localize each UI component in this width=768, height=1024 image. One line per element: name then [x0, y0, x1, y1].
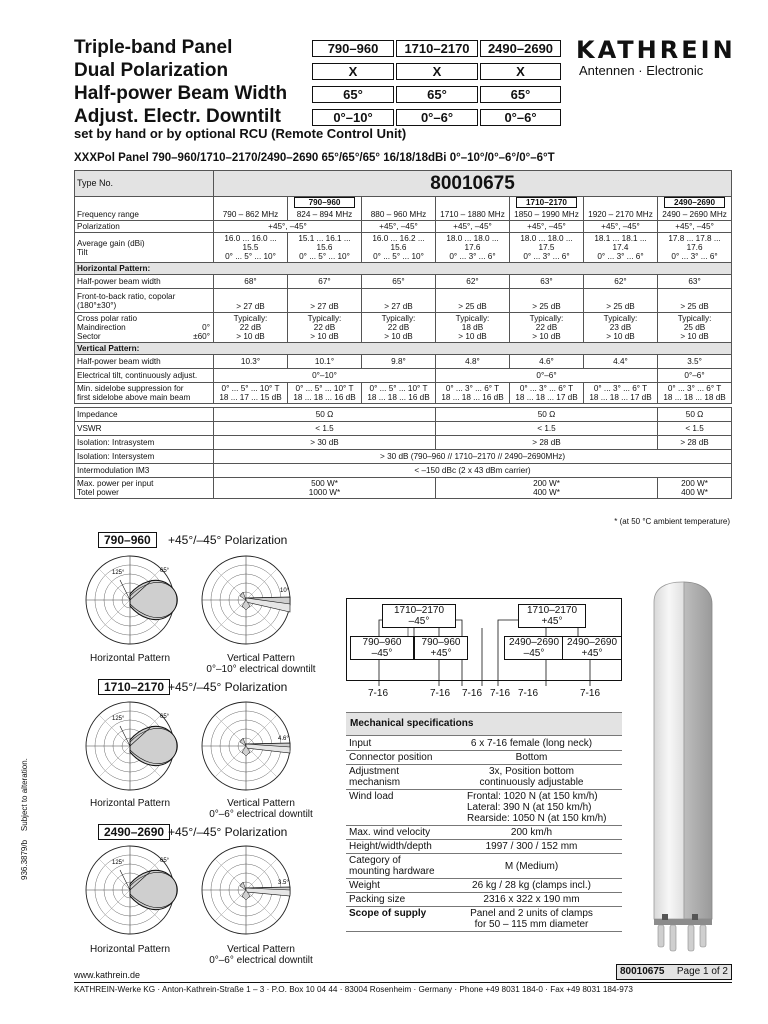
- xpol-4: Typically: 18 dB > 10 dB: [436, 313, 510, 343]
- imp-label: Impedance: [75, 408, 214, 422]
- title-line-3: Half-power Beam Width: [74, 83, 288, 104]
- band-box-1: 790–960: [312, 40, 394, 57]
- pol-4: +45°, –45°: [510, 221, 584, 233]
- freq-1: 790 – 862 MHz: [214, 197, 288, 221]
- block-2490-minus: 2490–2690 –45°: [504, 636, 564, 660]
- pattern-band-2: 1710–2170: [98, 679, 170, 695]
- sls-6: 0° ... 3° ... 6° T 18 ... 18 ... 17 dB: [584, 383, 658, 404]
- vswr-2: < 1.5: [436, 422, 658, 436]
- vswr-label: VSWR: [75, 422, 214, 436]
- mech-value-7: 26 kg / 28 kg (clamps incl.): [441, 879, 622, 893]
- dualpol-3: X: [480, 63, 561, 80]
- product-line: XXXPol Panel 790–960/1710–2170/2490–2690 65°/65°/65° 16/18/18dBi 0°–10°/0°–6°/0°–6°T: [74, 152, 555, 164]
- power-label: Max. power per input Totel power: [75, 478, 214, 499]
- pattern-h-label-1: Horizontal Pattern: [89, 653, 171, 664]
- im3: < –150 dBc (2 x 43 dBm carrier): [214, 464, 732, 478]
- sls-4: 0° ... 3° ... 6° T 18 ... 18 ... 16 dB: [436, 383, 510, 404]
- pol-2: +45°, –45°: [362, 221, 436, 233]
- footer-page-number: Page 1 of 2: [676, 966, 728, 977]
- gain-4: 18.0 ... 18.0 ... 17.6 0° ... 3° ... 6°: [436, 233, 510, 263]
- xpol-6: Typically: 23 dB > 10 dB: [584, 313, 658, 343]
- gain-3: 16.0 ... 16.2 ... 15.6 0° ... 5° ... 10°: [362, 233, 436, 263]
- xpol-7: Typically: 25 dB > 10 dB: [658, 313, 732, 343]
- electrical-spec-table: [74, 170, 732, 499]
- type-number: 80010675: [214, 171, 732, 197]
- pol-3: +45°, –45°: [436, 221, 510, 233]
- v2-mark: 4.6°: [278, 736, 289, 742]
- mech-value-0: 6 x 7-16 female (long neck): [441, 737, 622, 751]
- pattern-band-3: 2490–2690: [98, 824, 170, 840]
- gain-6: 18.1 ... 18.1 ... 17.4 0° ... 3° ... 6°: [584, 233, 658, 263]
- iso-intra-3: > 28 dB: [658, 436, 732, 450]
- pattern-pol-2: +45°/–45° Polarization: [168, 680, 288, 694]
- h-hpbw-7: 63°: [658, 275, 732, 289]
- vertical-pattern-chart-3: [198, 840, 294, 940]
- connector-6: 7-16: [580, 688, 601, 699]
- v-hpbw-2: 10.1°: [288, 355, 362, 369]
- vertical-pattern-chart-1: [198, 550, 294, 650]
- horizontal-pattern-chart-2: [82, 696, 178, 796]
- sls-1: 0° ... 5° ... 10° T 18 ... 17 ... 15 dB: [214, 383, 288, 404]
- ftb-3: > 27 dB: [362, 289, 436, 313]
- freq-label: Frequency range: [75, 197, 214, 221]
- band-tag-2: 1710–2170: [516, 197, 577, 208]
- power-1: 500 W* 1000 W*: [214, 478, 436, 499]
- mech-value-2: 3x, Position bottom continuously adjustable: [441, 765, 622, 790]
- mech-label-3: Wind load: [346, 790, 441, 826]
- type-label: Type No.: [75, 171, 214, 197]
- block-2490-plus: 2490–2690 +45°: [562, 636, 622, 660]
- freq-2-cell: [288, 197, 362, 221]
- gain-5: 18.0 ... 18.0 ... 17.5 0° ... 3° ... 6°: [510, 233, 584, 263]
- h-hpbw-4: 62°: [436, 275, 510, 289]
- pattern-v-label-1: Vertical Pattern 0°–10° electrical downtilt: [206, 653, 316, 675]
- freq-3: 880 – 960 MHz: [362, 197, 436, 221]
- v-hpbw-7: 3.5°: [658, 355, 732, 369]
- vswr-3: < 1.5: [658, 422, 732, 436]
- connector-5: 7-16: [518, 688, 539, 699]
- h2-mark-1: 125°: [112, 716, 125, 722]
- mech-value-4: 200 km/h: [441, 826, 622, 840]
- h2-mark-2: 65°: [160, 714, 170, 720]
- ftb-4: > 25 dB: [436, 289, 510, 313]
- freq-2: 824 – 894 MHz: [296, 210, 353, 219]
- gain-7: 17.8 ... 17.8 ... 17.6 0° ... 3° ... 6°: [658, 233, 732, 263]
- connector-1: 7-16: [368, 688, 389, 699]
- etilt-2: 0°–6°: [436, 369, 658, 383]
- title-line-1: Triple-band Panel: [74, 37, 233, 58]
- vertical-pattern-heading: Vertical Pattern:: [75, 343, 732, 355]
- ftb-6: > 25 dB: [584, 289, 658, 313]
- ftb-label: Front-to-back ratio, copolar (180°±30°): [75, 289, 214, 313]
- v-hpbw-1: 10.3°: [214, 355, 288, 369]
- connector-4: 7-16: [490, 688, 511, 699]
- h-hpbw-label: Half-power beam width: [75, 275, 214, 289]
- iso-intra-label: Isolation: Intrasystem: [75, 436, 214, 450]
- pattern-v-label-2: Vertical Pattern 0°–6° electrical downtilt: [209, 798, 313, 820]
- freq-6: 1920 – 2170 MHz: [584, 197, 658, 221]
- mech-value-9: Panel and 2 units of clamps for 50 – 115 mm diameter: [441, 907, 622, 932]
- mech-value-6: M (Medium): [441, 854, 622, 879]
- band-box-3: 2490–2690: [480, 40, 561, 57]
- power-3: 200 W* 400 W*: [658, 478, 732, 499]
- mechanical-spec-table: [346, 737, 622, 932]
- ftb-5: > 25 dB: [510, 289, 584, 313]
- freq-5: 1850 – 1990 MHz: [514, 210, 579, 219]
- dualpol-1: X: [312, 63, 394, 80]
- ftb-2: > 27 dB: [288, 289, 362, 313]
- xpol-5: Typically: 22 dB > 10 dB: [510, 313, 584, 343]
- mech-value-3: Frontal: 1020 N (at 150 km/h) Lateral: 390 N (at 150 km/h) Rearside: 1050 N (at 150 km/h): [441, 790, 622, 826]
- pattern-v-label-3: Vertical Pattern 0°–6° electrical downtilt: [209, 944, 313, 966]
- mech-label-9: Scope of supply: [346, 907, 441, 932]
- antenna-product-image: [640, 574, 730, 954]
- pol-5: +45°, –45°: [584, 221, 658, 233]
- freq-7: 2490 – 2690 MHz: [662, 210, 727, 219]
- ftb-7: > 25 dB: [658, 289, 732, 313]
- mech-label-4: Max. wind velocity: [346, 826, 441, 840]
- v3-mark: 3.5°: [278, 880, 289, 886]
- v-hpbw-5: 4.6°: [510, 355, 584, 369]
- title-line-2: Dual Polarization: [74, 60, 229, 81]
- block-790-plus: 790–960 +45°: [414, 636, 468, 660]
- downtilt-2: 0°–6°: [396, 109, 478, 126]
- etilt-3: 0°–6°: [658, 369, 732, 383]
- h-hpbw-1: 68°: [214, 275, 288, 289]
- iso-inter: > 30 dB (790–960 // 1710–2170 // 2490–2690MHz): [214, 450, 732, 464]
- mech-label-2: Adjustment mechanism: [346, 765, 441, 790]
- xpol-label: Cross polar ratio Maindirection Sector: [77, 314, 138, 341]
- pattern-band-1: 790–960: [98, 532, 157, 548]
- h-hpbw-3: 65°: [362, 275, 436, 289]
- h-hpbw-6: 62°: [584, 275, 658, 289]
- pattern-h-label-2: Horizontal Pattern: [89, 798, 171, 809]
- kathrein-logo: KATHREIN: [576, 36, 736, 64]
- downtilt-3: 0°–6°: [480, 109, 561, 126]
- mech-label-8: Packing size: [346, 893, 441, 907]
- footnote: * (at 50 °C ambient temperature): [614, 517, 730, 526]
- h3-mark-2: 65°: [160, 858, 170, 864]
- power-2: 200 W* 400 W*: [436, 478, 658, 499]
- imp-1: 50 Ω: [214, 408, 436, 422]
- hpbw-3: 65°: [480, 86, 561, 103]
- mech-label-5: Height/width/depth: [346, 840, 441, 854]
- mech-title-bar: [346, 712, 622, 736]
- band-box-2: 1710–2170: [396, 40, 478, 57]
- v-hpbw-3: 9.8°: [362, 355, 436, 369]
- imp-3: 50 Ω: [658, 408, 732, 422]
- pol-6: +45°, –45°: [658, 221, 732, 233]
- freq-5-cell: [510, 197, 584, 221]
- imp-2: 50 Ω: [436, 408, 658, 422]
- dualpol-2: X: [396, 63, 478, 80]
- band-tag-3: 2490–2690: [664, 197, 725, 208]
- pattern-h-label-3: Horizontal Pattern: [89, 944, 171, 955]
- iso-intra-2: > 28 dB: [436, 436, 658, 450]
- xpol-2: Typically: 22 dB > 10 dB: [288, 313, 362, 343]
- xpol-3: Typically: 22 dB > 10 dB: [362, 313, 436, 343]
- horizontal-pattern-chart-3: [82, 840, 178, 940]
- sls-2: 0° ... 5° ... 10° T 18 ... 18 ... 16 dB: [288, 383, 362, 404]
- vertical-pattern-chart-2: [198, 696, 294, 796]
- logo-tagline: Antennen · Electronic: [579, 63, 704, 78]
- ftb-1: > 27 dB: [214, 289, 288, 313]
- footer-page-box: [616, 964, 732, 980]
- gain-label: Average gain (dBi) Tilt: [75, 233, 214, 263]
- footer-type-no: 80010675: [620, 966, 665, 977]
- mech-value-8: 2316 x 322 x 190 mm: [441, 893, 622, 907]
- mech-label-6: Category of mounting hardware: [346, 854, 441, 879]
- freq-4: 1710 – 1880 MHz: [436, 197, 510, 221]
- iso-inter-label: Isolation: Intersystem: [75, 450, 214, 464]
- v-hpbw-4: 4.8°: [436, 355, 510, 369]
- v-hpbw-6: 4.4°: [584, 355, 658, 369]
- mech-title: Mechanical specifications: [350, 718, 474, 729]
- pol-1: +45°, –45°: [214, 221, 362, 233]
- hpbw-2: 65°: [396, 86, 478, 103]
- h-hpbw-5: 63°: [510, 275, 584, 289]
- document-code: 936.3879/b Subject to alteration.: [20, 758, 29, 880]
- freq-7-cell: [658, 197, 732, 221]
- h3-mark-1: 125°: [112, 860, 125, 866]
- hpbw-1: 65°: [312, 86, 394, 103]
- block-1710-minus: 1710–2170 –45°: [382, 604, 456, 628]
- sls-3: 0° ... 5° ... 10° T 18 ... 18 ... 16 dB: [362, 383, 436, 404]
- h-hpbw-2: 67°: [288, 275, 362, 289]
- pol-label: Polarization: [75, 221, 214, 233]
- sls-label: Min. sidelobe suppression for first sidelobe above main beam: [75, 383, 214, 404]
- footer-divider: [74, 982, 732, 983]
- xpol-angles: 0° ±60°: [193, 323, 210, 341]
- xpol-1: Typically: 22 dB > 10 dB: [214, 313, 288, 343]
- title-line-4: Adjust. Electr. Downtilt: [74, 106, 281, 127]
- gain-2: 15.1 ... 16.1 ... 15.6 0° ... 5° ... 10°: [288, 233, 362, 263]
- gain-1: 16.0 ... 16.0 ... 15.5 0° ... 5° ... 10°: [214, 233, 288, 263]
- pattern-pol-1: +45°/–45° Polarization: [168, 533, 288, 547]
- block-790-minus: 790–960 –45°: [350, 636, 414, 660]
- horizontal-pattern-heading: Horizontal Pattern:: [75, 263, 732, 275]
- mech-label-0: Input: [346, 737, 441, 751]
- connector-2: 7-16: [430, 688, 451, 699]
- subtitle: set by hand or by optional RCU (Remote Control Unit): [74, 126, 407, 141]
- footer-address: KATHREIN-Werke KG · Anton-Kathrein-Straße 1 – 3 · P.O. Box 10 04 44 · 83004 Rosenheim · Germany · Phone +49 8031 184-0 · Fax +49 8031 184-973: [74, 985, 633, 994]
- h1-mark-1: 125°: [112, 570, 125, 576]
- mech-value-1: Bottom: [441, 751, 622, 765]
- mech-value-5: 1997 / 300 / 152 mm: [441, 840, 622, 854]
- etilt-1: 0°–10°: [214, 369, 436, 383]
- xpol-label-cell: [75, 313, 214, 343]
- block-1710-plus: 1710–2170 +45°: [518, 604, 586, 628]
- vswr-1: < 1.5: [214, 422, 436, 436]
- band-tag-1: 790–960: [294, 197, 355, 208]
- downtilt-1: 0°–10°: [312, 109, 394, 126]
- v1-mark: 10°: [280, 588, 290, 594]
- etilt-label: Electrical tilt, continuously adjust.: [75, 369, 214, 383]
- iso-intra-1: > 30 dB: [214, 436, 436, 450]
- mech-label-1: Connector position: [346, 751, 441, 765]
- pattern-pol-3: +45°/–45° Polarization: [168, 825, 288, 839]
- mech-label-7: Weight: [346, 879, 441, 893]
- sls-7: 0° ... 3° ... 6° T 18 ... 18 ... 18 dB: [658, 383, 732, 404]
- horizontal-pattern-chart-1: [82, 550, 178, 650]
- h1-mark-2: 65°: [160, 568, 170, 574]
- im3-label: Intermodulation IM3: [75, 464, 214, 478]
- sls-5: 0° ... 3° ... 6° T 18 ... 18 ... 17 dB: [510, 383, 584, 404]
- connector-3: 7-16: [462, 688, 483, 699]
- v-hpbw-label: Half-power beam width: [75, 355, 214, 369]
- footer-url[interactable]: www.kathrein.de: [74, 970, 141, 980]
